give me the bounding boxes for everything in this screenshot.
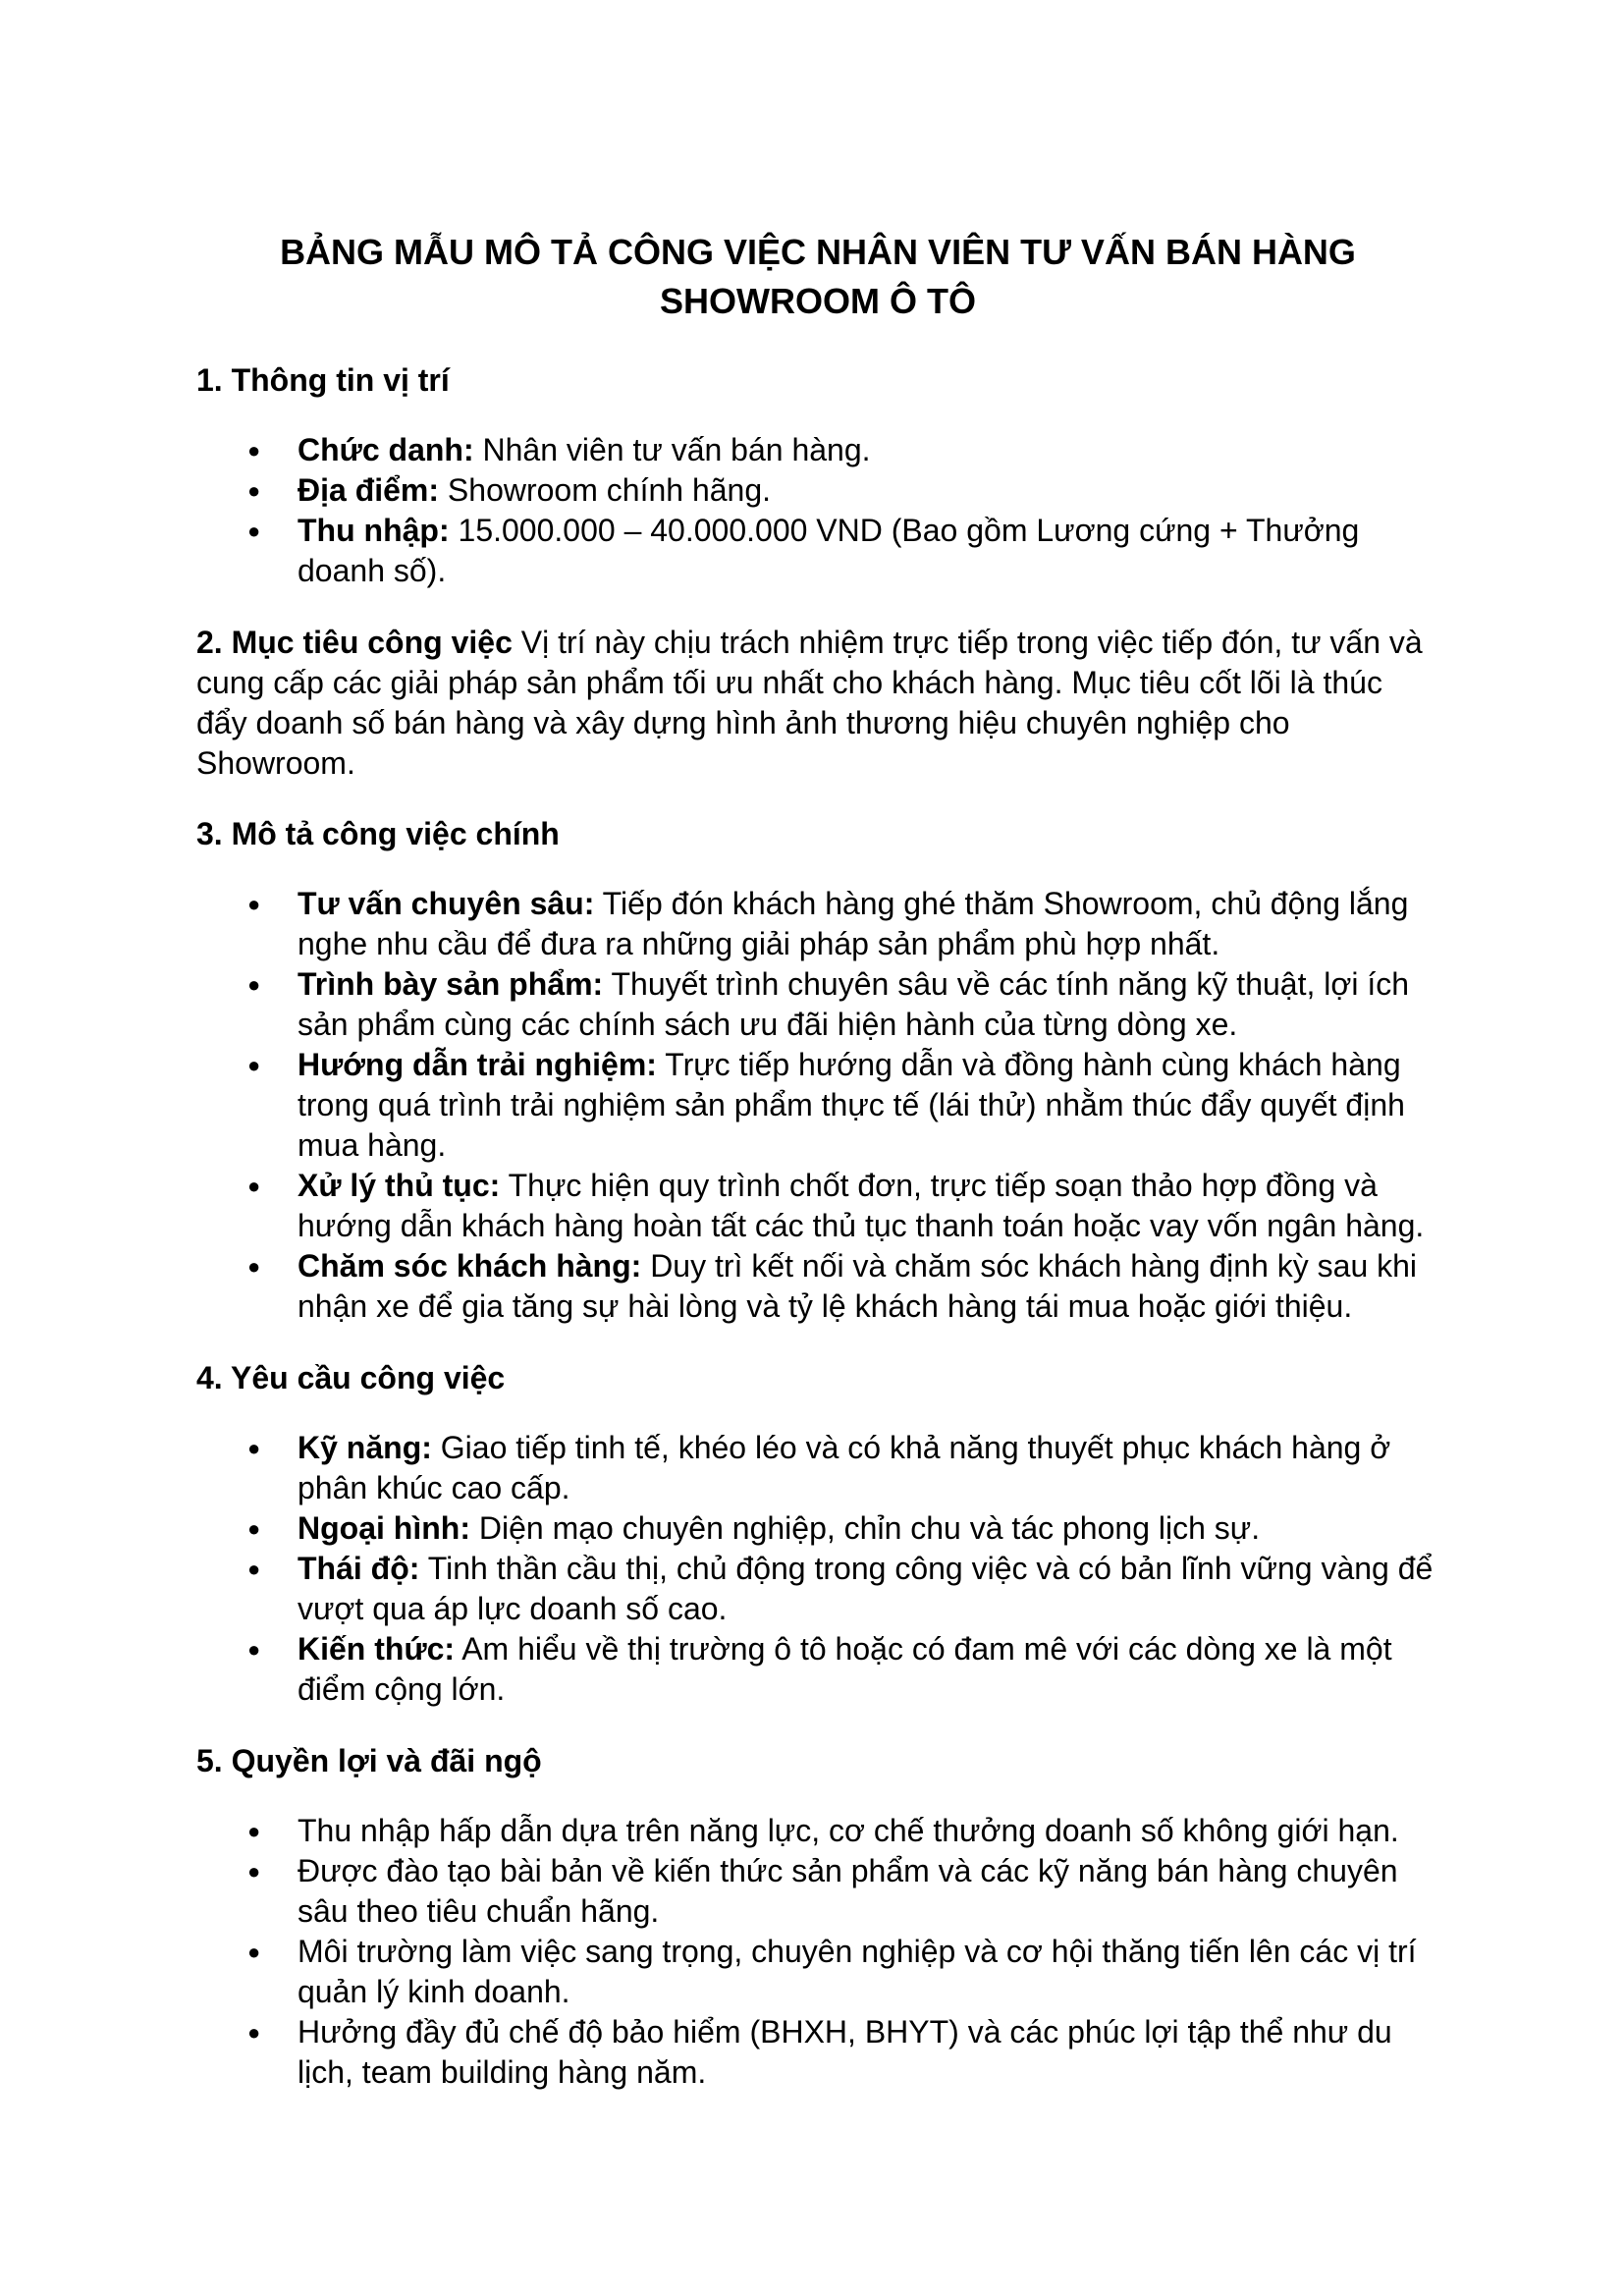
bullet-icon: ● — [247, 2020, 261, 2045]
document-title — [196, 228, 1439, 326]
item-text: Tinh thần cầu thị, chủ động trong công việc và có bản lĩnh vững vàng để vượt qua áp lực doanh số cao. — [298, 1551, 1434, 1626]
bullet-icon: ● — [247, 1254, 261, 1279]
list-item — [196, 1428, 1439, 1508]
bullet-icon: ● — [247, 1557, 261, 1581]
list-item — [196, 430, 1439, 470]
bullet-icon: ● — [247, 438, 261, 463]
item-text: Showroom chính hãng. — [439, 472, 772, 508]
section-2-paragraph — [196, 623, 1439, 784]
item-label: Kỹ năng: — [298, 1430, 432, 1465]
bullet-icon: ● — [247, 519, 261, 543]
bullet-icon: ● — [247, 1053, 261, 1077]
section-1-heading: 1. Thông tin vị trí — [196, 362, 450, 398]
item-text: Hưởng đầy đủ chế độ bảo hiểm (BHXH, BHYT) và các phúc lợi tập thể như du lịch, team building hàng năm. — [298, 2014, 1392, 2090]
title-line-1: BẢNG MẪU MÔ TẢ CÔNG VIỆC NHÂN VIÊN TƯ VẤN BÁN HÀNG — [280, 232, 1356, 272]
item-text: Duy trì kết nối và chăm sóc khách hàng định kỳ sau khi nhận xe để gia tăng sự hài lòng và tỷ lệ khách hàng tái mua hoặc giới thiệu. — [298, 1248, 1418, 1324]
list-item — [196, 2012, 1439, 2093]
bullet-icon: ● — [247, 1940, 261, 1964]
item-text: Thuyết trình chuyên sâu về các tính năng kỹ thuật, lợi ích sản phẩm cùng các chính sách ưu đãi hiện hành của từng dòng xe. — [298, 966, 1410, 1042]
item-text: Nhân viên tư vấn bán hàng. — [473, 432, 871, 467]
list-item — [196, 470, 1439, 511]
section-4-heading: 4. Yêu cầu công việc — [196, 1360, 506, 1395]
item-text: Tiếp đón khách hàng ghé thăm Showroom, chủ động lắng nghe nhu cầu để đưa ra những giải pháp sản phẩm phù hợp nhất. — [298, 886, 1409, 961]
item-text: Trực tiếp hướng dẫn và đồng hành cùng khách hàng trong quá trình trải nghiệm sản phẩm thực tế (lái thử) nhằm thúc đẩy quyết định mua hàng. — [298, 1047, 1405, 1163]
item-text: 15.000.000 – 40.000.000 VND (Bao gồm Lương cứng + Thưởng doanh số). — [298, 513, 1360, 588]
item-label: Trình bày sản phẩm: — [298, 966, 604, 1002]
list-item — [196, 511, 1439, 591]
section-2-heading: 2. Mục tiêu công việc — [196, 625, 513, 660]
item-label: Chăm sóc khách hàng: — [298, 1248, 642, 1284]
list-item — [196, 884, 1439, 964]
section-3-heading: 3. Mô tả công việc chính — [196, 816, 560, 851]
bullet-icon: ● — [247, 1819, 261, 1843]
item-text: Môi trường làm việc sang trọng, chuyên nghiệp và cơ hội thăng tiến lên các vị trí quản lý kinh doanh. — [298, 1934, 1417, 2009]
bullet-icon: ● — [247, 892, 261, 916]
section-2-text: Vị trí này chịu trách nhiệm trực tiếp trong việc tiếp đón, tư vấn và cung cấp các giải pháp sản phẩm tối ưu nhất cho khách hàng. Mục tiêu cốt lõi là thúc đẩy doanh số bán hàng và xây dựng hình ảnh thương hiệu chuyên nghiệp cho Showroom. — [196, 625, 1423, 781]
item-label: Tư vấn chuyên sâu: — [298, 886, 595, 921]
bullet-icon: ● — [247, 1859, 261, 1884]
item-text: Được đào tạo bài bản về kiến thức sản phẩm và các kỹ năng bán hàng chuyên sâu theo tiêu chuẩn hãng. — [298, 1853, 1398, 1929]
bullet-icon: ● — [247, 1516, 261, 1541]
list-item — [196, 1166, 1439, 1246]
item-label: Hướng dẫn trải nghiệm: — [298, 1047, 657, 1082]
item-label: Kiến thức: — [298, 1631, 456, 1667]
list-item — [196, 1629, 1439, 1710]
list-item — [196, 1246, 1439, 1327]
item-text: Thực hiện quy trình chốt đơn, trực tiếp soạn thảo hợp đồng và hướng dẫn khách hàng hoàn tất các thủ tục thanh toán hoặc vay vốn ngân hàng. — [298, 1168, 1425, 1243]
item-label: Địa điểm: — [298, 472, 440, 508]
section-5-list — [196, 1811, 1439, 2093]
item-label: Thu nhập: — [298, 513, 450, 548]
item-text: Diện mạo chuyên nghiệp, chỉn chu và tác phong lịch sự. — [469, 1510, 1261, 1546]
section-1-list — [196, 430, 1439, 591]
list-item — [196, 1932, 1439, 2012]
bullet-icon: ● — [247, 1436, 261, 1460]
document-page — [196, 228, 1439, 2124]
list-item — [196, 1549, 1439, 1629]
item-label: Ngoại hình: — [298, 1510, 470, 1546]
list-item — [196, 1851, 1439, 1932]
item-label: Chức danh: — [298, 432, 474, 467]
list-item — [196, 1045, 1439, 1166]
item-text: Thu nhập hấp dẫn dựa trên năng lực, cơ chế thưởng doanh số không giới hạn. — [298, 1813, 1399, 1848]
item-text: Am hiểu về thị trường ô tô hoặc có đam mê với các dòng xe là một điểm cộng lớn. — [298, 1631, 1392, 1707]
bullet-icon: ● — [247, 972, 261, 997]
list-item — [196, 964, 1439, 1045]
list-item — [196, 1811, 1439, 1851]
bullet-icon: ● — [247, 1174, 261, 1198]
bullet-icon: ● — [247, 1637, 261, 1662]
item-label: Thái độ: — [298, 1551, 420, 1586]
list-item — [196, 1508, 1439, 1549]
section-4-list — [196, 1428, 1439, 1710]
item-label: Xử lý thủ tục: — [298, 1168, 501, 1203]
title-line-2: SHOWROOM Ô TÔ — [660, 281, 976, 321]
item-text: Giao tiếp tinh tế, khéo léo và có khả năng thuyết phục khách hàng ở phân khúc cao cấp. — [298, 1430, 1391, 1505]
bullet-icon: ● — [247, 478, 261, 503]
section-3-list — [196, 884, 1439, 1327]
section-5-heading: 5. Quyền lợi và đãi ngộ — [196, 1743, 542, 1778]
